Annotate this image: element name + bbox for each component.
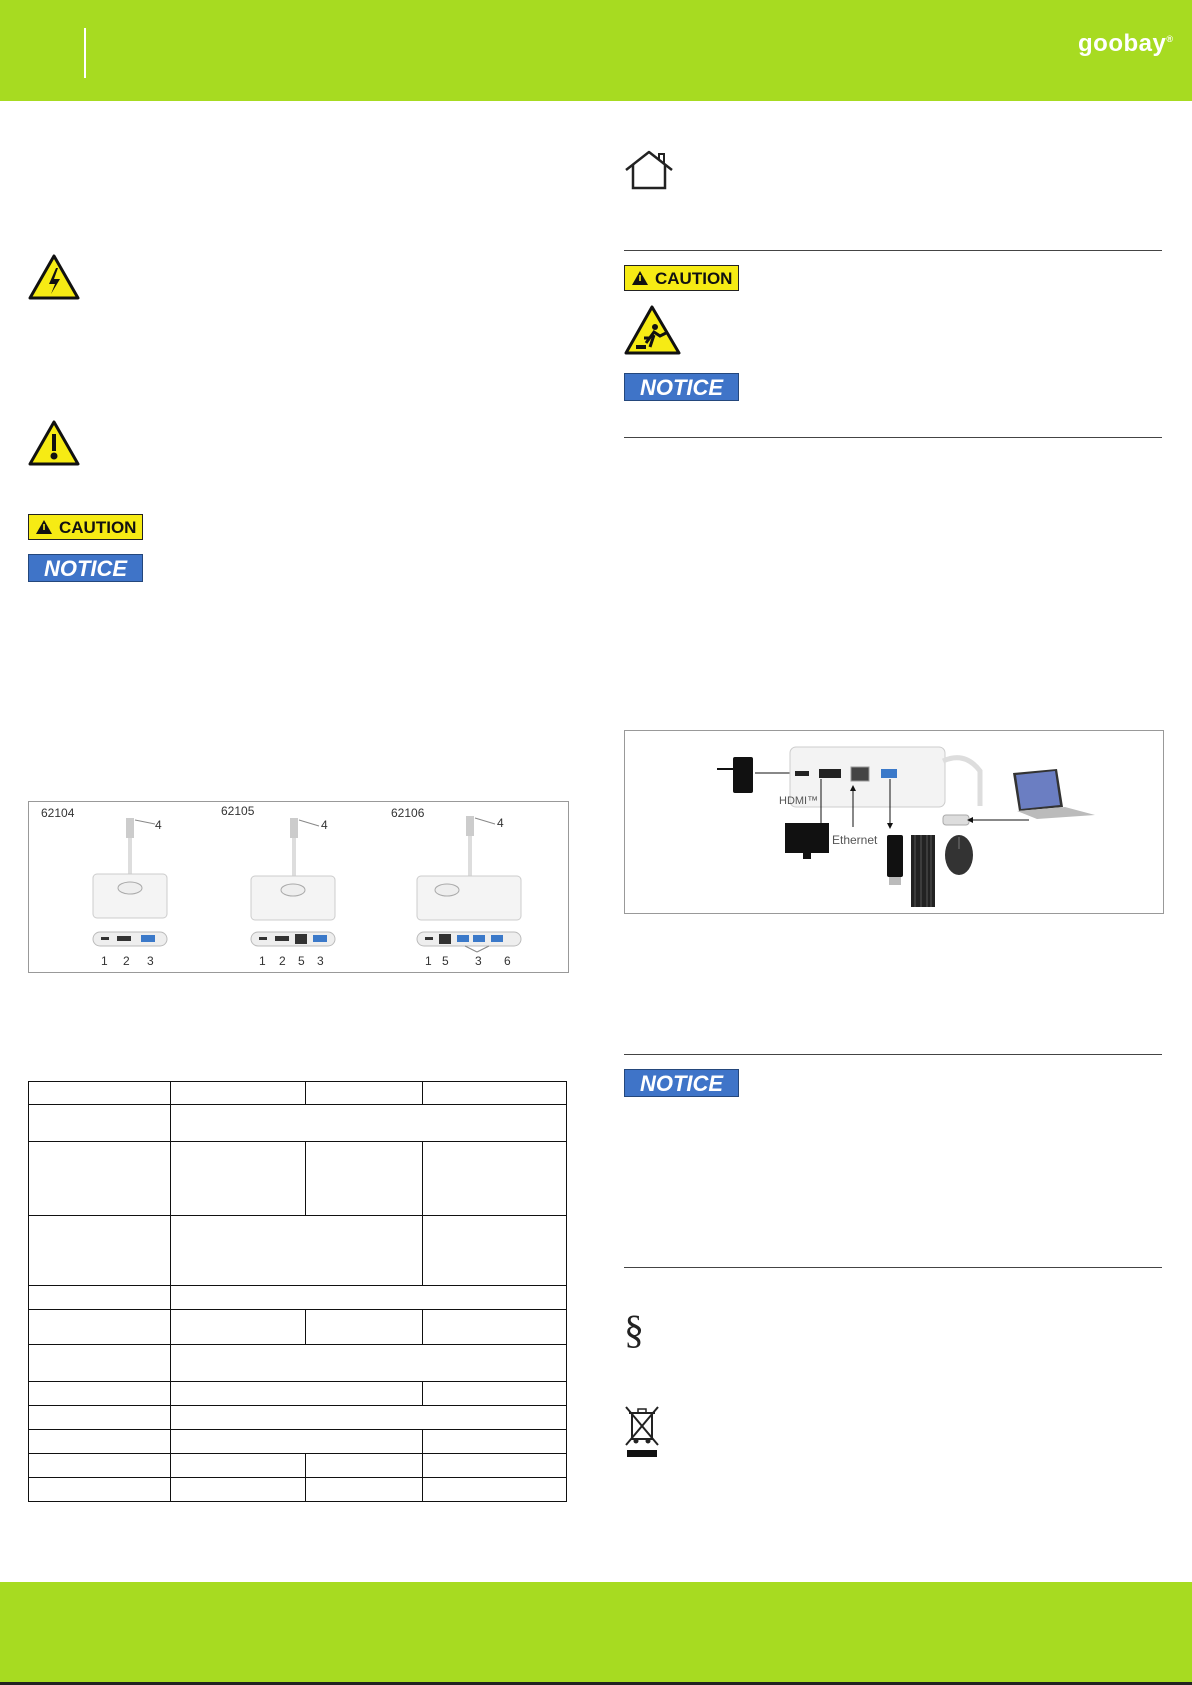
callout: 6 bbox=[504, 954, 511, 968]
callout: 3 bbox=[147, 954, 154, 968]
section-divider bbox=[624, 250, 1162, 251]
brand-logo: goobay® bbox=[1078, 30, 1174, 57]
trip-hazard-icon bbox=[624, 305, 681, 355]
warning-triangle-icon bbox=[631, 270, 649, 286]
notice-label: NOTICE bbox=[624, 373, 739, 401]
page-footer bbox=[0, 1582, 1192, 1685]
section-divider bbox=[624, 1054, 1162, 1055]
table-row bbox=[29, 1142, 567, 1216]
callout: 5 bbox=[442, 954, 449, 968]
callout: 3 bbox=[475, 954, 482, 968]
power-adapter bbox=[733, 757, 753, 793]
product-drawings bbox=[29, 802, 568, 972]
model-label-62104: 62104 bbox=[41, 806, 75, 820]
header-divider bbox=[84, 28, 86, 78]
callout: 4 bbox=[497, 816, 504, 830]
legal-paragraph-icon: § bbox=[624, 1307, 644, 1352]
callout: 2 bbox=[279, 954, 286, 968]
callout: 1 bbox=[425, 954, 432, 968]
callout: 4 bbox=[155, 818, 162, 832]
table-row bbox=[29, 1345, 567, 1382]
section-divider bbox=[624, 1267, 1162, 1268]
table-row bbox=[29, 1216, 567, 1286]
electric-hazard-icon bbox=[28, 254, 80, 300]
specification-table bbox=[28, 1081, 567, 1502]
table-row bbox=[29, 1454, 567, 1478]
weee-crossed-bin-icon bbox=[624, 1405, 660, 1459]
callout: 3 bbox=[317, 954, 324, 968]
hdmi-label: HDMI™ bbox=[779, 795, 819, 807]
table-row bbox=[29, 1382, 567, 1406]
model-label-62106: 62106 bbox=[391, 806, 425, 820]
indoor-use-house-icon bbox=[624, 150, 674, 190]
callout: 1 bbox=[259, 954, 266, 968]
table-row bbox=[29, 1478, 567, 1502]
notice-label: NOTICE bbox=[28, 554, 143, 582]
hot-surface-hazard-icon bbox=[28, 420, 80, 466]
model-label-62105: 62105 bbox=[221, 804, 255, 818]
callout: 5 bbox=[298, 954, 305, 968]
page-header bbox=[0, 0, 1192, 101]
table-row bbox=[29, 1406, 567, 1430]
section-divider bbox=[624, 437, 1162, 438]
table-row bbox=[29, 1430, 567, 1454]
connection-diagram-drawing bbox=[625, 731, 1163, 913]
callout: 4 bbox=[321, 818, 328, 832]
warning-triangle-icon bbox=[35, 519, 53, 535]
table-row bbox=[29, 1286, 567, 1310]
notice-label: NOTICE bbox=[624, 1069, 739, 1097]
caution-label: CAUTION bbox=[624, 265, 739, 291]
callout: 2 bbox=[123, 954, 130, 968]
table-row bbox=[29, 1082, 567, 1105]
connection-diagram bbox=[624, 730, 1164, 914]
caution-label: CAUTION bbox=[28, 514, 143, 540]
callout: 1 bbox=[101, 954, 108, 968]
device-62105-drawing bbox=[251, 818, 335, 946]
device-62104-drawing bbox=[93, 818, 167, 946]
monitor bbox=[785, 823, 829, 853]
table-row bbox=[29, 1310, 567, 1345]
device-62106-drawing bbox=[417, 816, 521, 952]
usb-stick bbox=[887, 835, 903, 877]
product-overview-figure bbox=[28, 801, 569, 973]
ethernet-label: Ethernet bbox=[832, 833, 878, 847]
table-row bbox=[29, 1105, 567, 1142]
